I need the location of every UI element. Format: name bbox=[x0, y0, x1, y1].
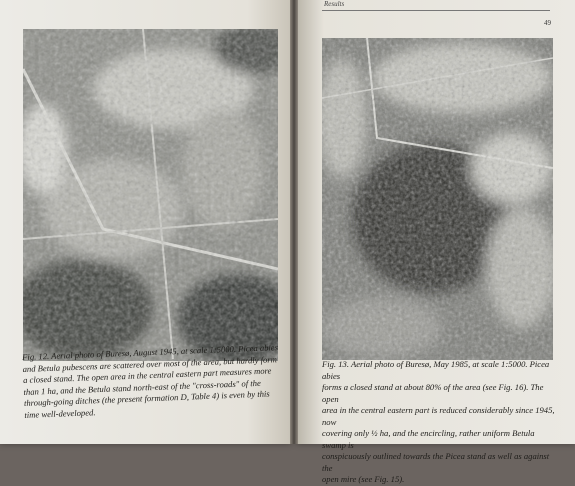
header-rule bbox=[322, 10, 550, 11]
aerial-photo-1945 bbox=[23, 29, 278, 361]
figure-12-caption: Fig. 12. Aerial photo of Buresø, August 1945, at scale 1:5000. Picea abies and Betula pubescens are scattered over most of the area, but hardly form a closed stand. The open area in the central eastern part measures more than 1 ha, and the Betula stand north-east of the "cross-roads" of the through-going ditches (the present formation D, Table 4) is even by this time well-developed. bbox=[22, 342, 279, 420]
page-number: 49 bbox=[544, 19, 551, 27]
running-head: Results bbox=[324, 0, 345, 8]
figure-13-caption: Fig. 13. Aerial photo of Buresø, May 1985, at scale 1:5000. Picea abies forms a closed stand at about 80% of the area (see Fig. 16). The open area in the central eastern part is reduced considerably since 1945, now covering only ½ ha, and the encircling, rather uniform Betula swamp is conspicuously outlined towards the Picea stand as well as against the open mire (see Fig. 15). bbox=[322, 359, 555, 484]
book-gutter bbox=[290, 0, 298, 444]
aerial-photo-1985 bbox=[322, 38, 553, 360]
